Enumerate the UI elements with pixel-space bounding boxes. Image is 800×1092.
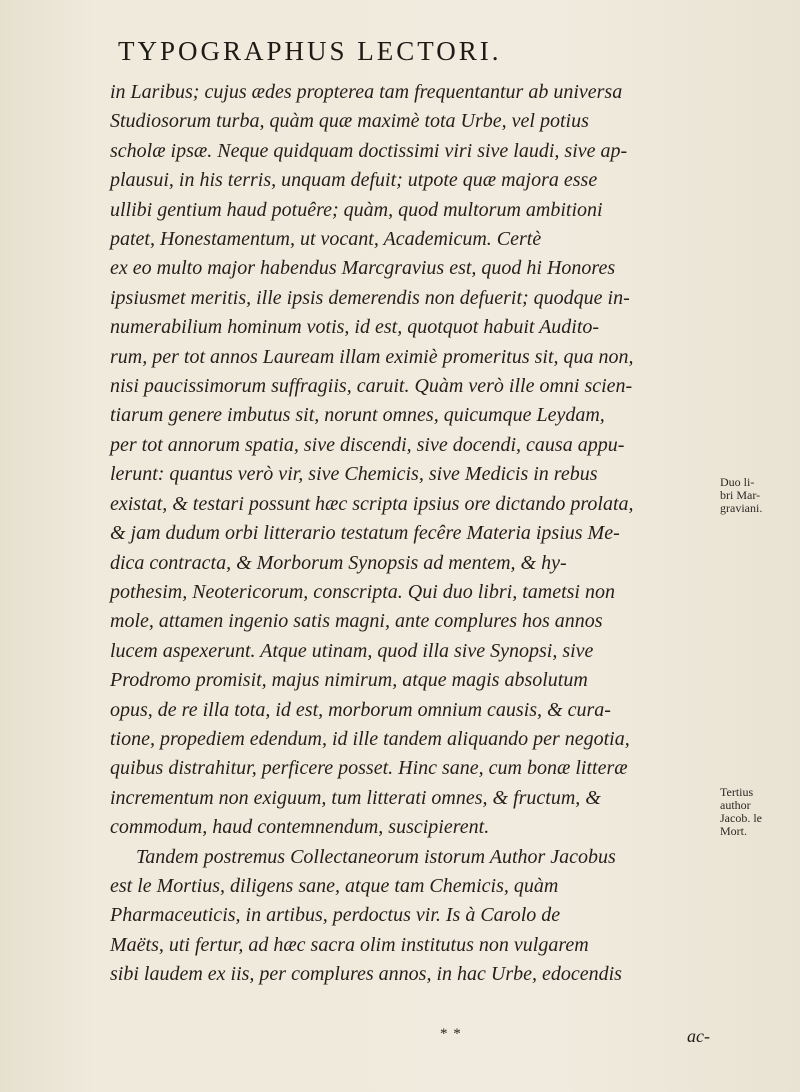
text-line: plausui, in his terris, unquam defuit; utpote quæ majora esse — [110, 169, 598, 192]
running-title: TYPOGRAPHUS LECTORI. — [118, 36, 502, 66]
text-line: opus, de re illa tota, id est, morborum omnium causis, & cura- — [110, 698, 611, 721]
marginal-line: author — [720, 798, 751, 812]
text-line: rum, per tot annos Lauream illam eximiè promeritus sit, qua non, — [110, 345, 634, 368]
text-line: Maëts, uti fertur, ad hæc sacra olim institutus non vulgarem — [110, 933, 589, 956]
text-line: Pharmaceuticis, in artibus, perdoctus vir. Is à Carolo de — [110, 904, 561, 927]
text-line: quibus distrahitur, perficere posset. Hinc sane, cum bonæ litteræ — [110, 757, 628, 780]
marginal-line: Tertius — [720, 785, 754, 799]
text-line: nisi paucissimorum suffragiis, caruit. Quàm verò ille omni scien- — [110, 375, 633, 398]
text-line: ullibi gentium haud potuêre; quàm, quod multorum ambitioni — [110, 198, 603, 221]
text-line: in Laribus; cujus ædes propterea tam frequentantur ab universa — [110, 81, 623, 103]
marginal-line: bri Mar- — [720, 488, 761, 502]
text-line: mole, attamen ingenio satis magni, ante complures hos annos — [110, 610, 603, 633]
text-line: pothesim, Neotericorum, conscripta. Qui duo libri, tametsi non — [110, 580, 615, 603]
text-line: ipsiusmet meritis, ille ipsis demerendis non defuerit; quodque in- — [110, 286, 630, 309]
text-line: lucem aspexerunt. Atque utinam, quod illa sive Synopsi, sive — [110, 639, 594, 662]
text-line: scholæ ipsæ. Neque quidquam doctissimi viri sive laudi, sive ap- — [110, 139, 628, 162]
text-line: dica contracta, & Morborum Synopsis ad mentem, & hy- — [110, 551, 567, 574]
body-text — [110, 78, 714, 990]
text-line: Prodromo promisit, majus nimirum, atque magis absolutum — [110, 669, 588, 692]
marginal-note-duo-libri — [720, 476, 790, 515]
text-line: tione, propediem edendum, id ille tandem aliquando per negotia, — [110, 727, 630, 750]
text-line: Tandem postremus Collectaneorum istorum Author Jacobus — [136, 845, 616, 868]
text-line: tiarum genere imbutus sit, norunt omnes, quicumque Leydam, — [110, 404, 605, 427]
marginal-line: Jacob. le — [720, 811, 762, 825]
marginal-note-tertius-author — [720, 786, 790, 838]
text-line: est le Mortius, diligens sane, atque tam Chemicis, quàm — [110, 874, 559, 897]
marginal-line: Duo li- — [720, 475, 755, 489]
text-line: existat, & testari possunt hæc scripta ipsius ore dictando prolata, — [110, 492, 634, 515]
page-footer — [110, 1026, 714, 1050]
text-line: numerabilium hominum votis, id est, quotquot habuit Audito- — [110, 316, 600, 339]
catchword: ac- — [687, 1026, 710, 1046]
text-line: patet, Honestamentum, ut vocant, Academicum. Certè — [110, 228, 542, 251]
text-line: ex eo multo major habendus Marcgravius est, quod hi Honores — [110, 257, 616, 280]
text-line: per tot annorum spatia, sive discendi, sive docendi, causa appu- — [110, 433, 625, 456]
text-line: incrementum non exiguum, tum litterati omnes, & fructum, & — [110, 786, 601, 809]
signature-mark: * * — [440, 1026, 462, 1042]
text-line: lerunt: quantus verò vir, sive Chemicis, sive Medicis in rebus — [110, 463, 598, 486]
text-line: Studiosorum turba, quàm quæ maximè tota Urbe, vel potius — [110, 110, 589, 133]
marginal-line: graviani. — [720, 501, 763, 515]
marginal-line: Mort. — [720, 824, 747, 838]
text-line: & jam dudum orbi litterario testatum fecêre Materia ipsius Me- — [110, 522, 620, 545]
text-line: sibi laudem ex iis, per complures annos, in hac Urbe, edocendis — [110, 963, 622, 986]
text-line: commodum, haud contemnendum, suscipierent. — [110, 816, 490, 839]
